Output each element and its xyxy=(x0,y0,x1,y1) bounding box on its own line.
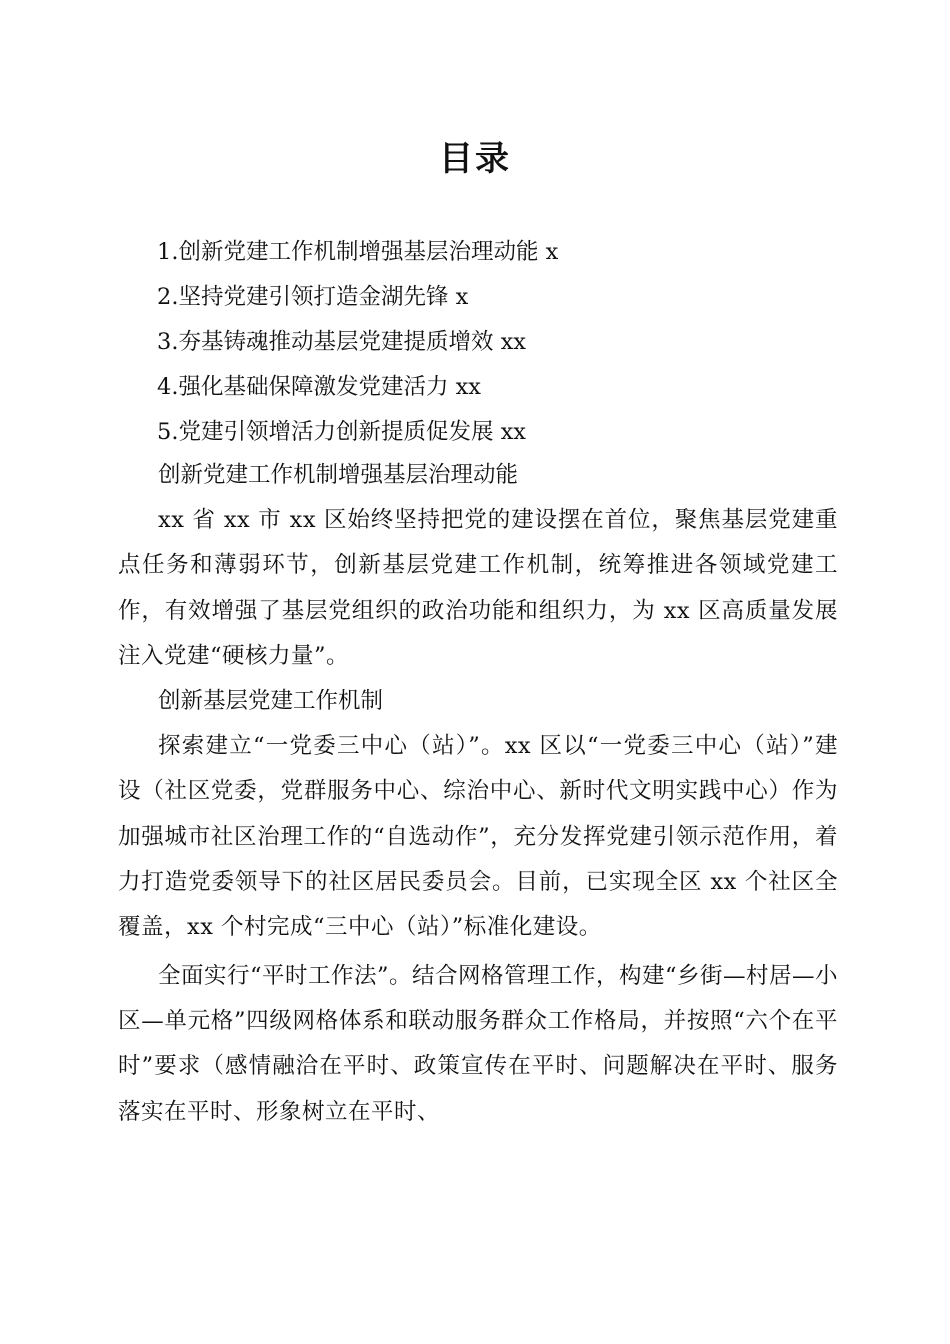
table-of-contents xyxy=(157,230,857,455)
section-title: 创新党建工作机制增强基层治理动能 xyxy=(158,462,519,488)
toc-item-5: 5.党建引领增活力创新提质促发展 xx xyxy=(157,419,526,445)
paragraph-one: 探索建立“一党委三中心（站）”。xx 区以“一党委三中心（站）”建设（社区党委，党群服务中心、综治中心、新时代文明实践中心）作为加强城市社区治理工作的“自选动作”，充分发挥党建引领示范作用，着力打造党委领导下的社区居民委员会。目前，已实现全区 xx 个社区全覆盖，xx 个村完成“三中心（站）”标准化建设。 xyxy=(118,733,838,941)
subsection-title: 创新基层党建工作机制 xyxy=(158,688,384,715)
toc-item-4: 4.强化基础保障激发党建活力 xx xyxy=(157,374,481,400)
toc-item-2: 2.坚持党建引领打造金湖先锋 x xyxy=(157,284,469,310)
paragraph-two: 全面实行“平时工作法”。结合网格管理工作，构建“乡街—村居—小区—单元格”四级网格体系和联动服务群众工作格局，并按照“六个在平时”要求（感情融洽在平时、政策宣传在平时、问题解决在平时、服务落实在平时、形象树立在平时、 xyxy=(118,962,839,1125)
toc-item-3: 3.夯基铸魂推动基层党建提质增效 xx xyxy=(157,329,526,355)
page-title: 目录 xyxy=(439,139,511,179)
intro-paragraph: xx 省 xx 市 xx 区始终坚持把党的建设摆在首位，聚焦基层党建重点任务和薄弱环节，创新基层党建工作机制，统筹推进各领域党建工作，有效增强了基层党组织的政治功能和组织力，为 xx 区高质量发展注入党建“硬核力量”。 xyxy=(118,507,838,669)
toc-item-1: 1.创新党建工作机制增强基层治理动能 x xyxy=(157,239,559,265)
document-body xyxy=(118,453,838,1135)
